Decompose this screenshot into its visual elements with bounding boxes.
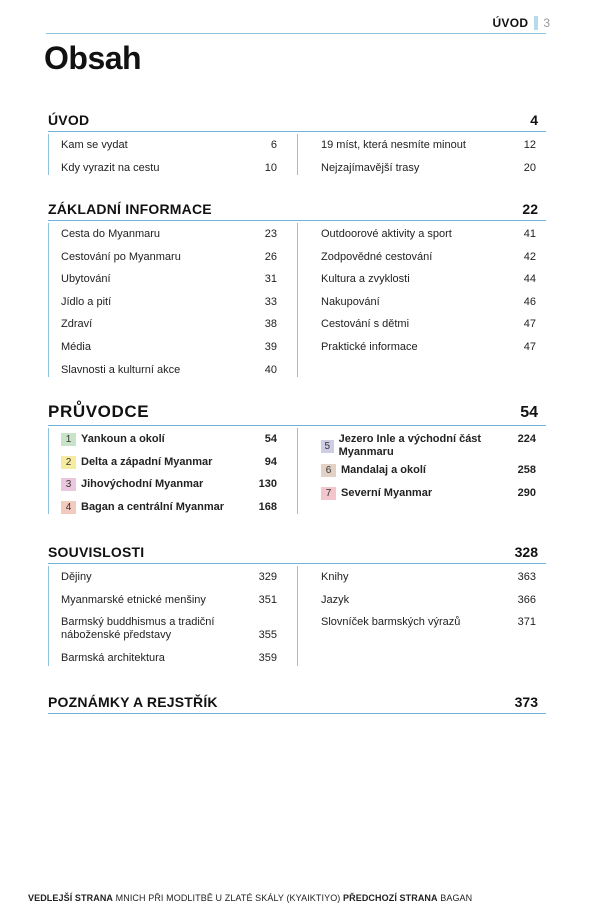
right-column — [297, 134, 546, 179]
toc-entry[interactable] — [61, 611, 277, 647]
toc-entry[interactable] — [61, 268, 277, 291]
section-zakladni-informace — [48, 201, 546, 381]
entry-page: 40 — [264, 363, 277, 376]
entry-page: 94 — [264, 455, 277, 468]
right-column — [297, 428, 546, 518]
toc-entry[interactable] — [61, 566, 277, 589]
toc-entry[interactable] — [61, 313, 277, 336]
entry-page: 39 — [264, 340, 277, 353]
entry-page: 47 — [523, 318, 536, 331]
section-page: 54 — [520, 404, 538, 421]
entry-title: Jazyk — [321, 593, 350, 606]
toc-entry[interactable] — [61, 647, 277, 670]
entry-title: Zdraví — [61, 318, 93, 331]
toc-entry[interactable] — [61, 223, 277, 246]
entry-page: 38 — [264, 318, 277, 331]
left-column — [48, 134, 297, 179]
entry-page: 6 — [270, 139, 277, 151]
entry-title: Barmský buddhismus a tradiční náboženské představy — [61, 616, 215, 642]
entry-page: 10 — [264, 161, 277, 174]
entry-page: 46 — [523, 295, 536, 308]
entry-title: Yankoun a okolí — [81, 433, 165, 445]
footer-label: VEDLEJŠÍ STRANA — [28, 893, 114, 903]
entry-title: Cestování s dětmi — [321, 318, 410, 331]
toc-entry[interactable] — [61, 134, 277, 157]
entry-title: Nejzajímavější trasy — [321, 161, 420, 174]
entry-page: 31 — [264, 273, 277, 286]
entry-title: Nakupování — [321, 295, 380, 308]
section-title[interactable]: PRŮVODCE — [48, 402, 150, 421]
region-number-badge: 6 — [321, 464, 336, 477]
entry-page: 23 — [264, 228, 277, 240]
entry-title: Zodpovědné cestování — [321, 250, 433, 263]
entry-title: Kdy vyrazit na cestu — [61, 161, 160, 174]
toc-entry[interactable] — [61, 291, 277, 314]
section-header — [48, 112, 546, 132]
region-number-badge: 5 — [321, 440, 334, 453]
toc-entry[interactable] — [61, 589, 277, 612]
entry-page: 371 — [517, 616, 536, 629]
entry-page: 351 — [258, 593, 277, 606]
right-column — [297, 566, 546, 670]
footer-label: PŘEDCHOZÍ STRANA — [343, 893, 438, 903]
section-pruvodce — [48, 402, 546, 518]
entry-title: Outdoorové aktivity a sport — [321, 228, 452, 240]
section-header — [48, 402, 546, 426]
toc-entry[interactable] — [61, 336, 277, 359]
running-head — [492, 14, 550, 32]
entry-title: Jídlo a pití — [61, 295, 112, 308]
entry-title: Média — [61, 340, 91, 353]
section-poznamky-a-rejstrik — [48, 694, 546, 714]
region-number-badge: 2 — [61, 456, 76, 469]
entry-title: Bagan a centrální Myanmar — [81, 500, 225, 513]
entry-page: 366 — [517, 593, 536, 606]
toc-entry[interactable] — [321, 482, 536, 505]
entry-page: 355 — [258, 629, 277, 642]
toc-entry[interactable] — [321, 157, 536, 180]
entry-page: 20 — [523, 161, 536, 174]
page-title: Obsah — [44, 40, 142, 76]
footer-text: BAGAN — [440, 893, 473, 903]
section-header — [48, 201, 546, 221]
top-rule — [46, 33, 546, 34]
running-head-bar — [534, 16, 538, 30]
entry-page: 44 — [523, 273, 536, 286]
entry-title: Severní Myanmar — [341, 486, 433, 499]
entry-title: Kam se vydat — [61, 139, 128, 151]
toc-entry[interactable] — [61, 428, 277, 451]
region-number-badge: 4 — [61, 501, 76, 514]
toc-entry[interactable] — [61, 473, 277, 496]
footer-text: MNICH PŘI MODLITBĚ U ZLATÉ SKÁLY (KYAIKTIYO) — [115, 893, 341, 903]
toc-entry[interactable] — [61, 451, 277, 474]
entry-page: 41 — [523, 228, 536, 240]
toc-entry[interactable] — [321, 313, 536, 336]
section-page: 4 — [530, 112, 538, 128]
entry-title: Dějiny — [61, 571, 92, 583]
toc-entry[interactable] — [61, 157, 277, 180]
entry-title: Barmská architektura — [61, 652, 165, 665]
entry-title: Myanmarské etnické menšiny — [61, 593, 206, 606]
toc-entry[interactable] — [321, 268, 536, 291]
entry-title: Praktické informace — [321, 340, 418, 353]
entry-page: 359 — [258, 652, 277, 665]
region-number-badge: 3 — [61, 478, 76, 491]
entry-page: 168 — [258, 500, 277, 513]
toc-entry[interactable] — [321, 459, 536, 482]
section-title[interactable]: POZNÁMKY A REJSTŘÍK — [48, 694, 218, 710]
toc-entry[interactable] — [321, 336, 536, 359]
section-title[interactable]: SOUVISLOSTI — [48, 544, 145, 560]
entry-title: Slavnosti a kulturní akce — [61, 363, 181, 376]
toc-entry[interactable] — [321, 566, 536, 589]
section-page: 328 — [514, 544, 538, 560]
toc-entry[interactable] — [321, 223, 536, 246]
entry-title: Cesta do Myanmaru — [61, 228, 161, 240]
toc-entry[interactable] — [321, 246, 536, 269]
entry-page: 224 — [517, 433, 536, 445]
entry-page: 258 — [517, 464, 536, 476]
entry-page: 47 — [523, 340, 536, 353]
entry-title: Kultura a zvyklosti — [321, 273, 410, 286]
toc-entry[interactable] — [321, 291, 536, 314]
right-column — [297, 223, 546, 381]
toc-entry[interactable] — [321, 589, 536, 612]
toc-entry[interactable] — [321, 428, 536, 459]
entry-title: Slovníček barmských výrazů — [321, 616, 461, 629]
entry-page: 329 — [258, 571, 277, 583]
section-page: 373 — [514, 694, 538, 710]
entry-page: 290 — [517, 486, 536, 499]
section-souvislosti — [48, 544, 546, 670]
entry-page: 12 — [523, 139, 536, 151]
section-page: 22 — [522, 201, 538, 217]
toc-entry[interactable] — [321, 611, 536, 634]
entry-title: Delta a západní Myanmar — [81, 455, 213, 468]
entry-title: Knihy — [321, 571, 349, 583]
running-head-label: ÚVOD — [492, 16, 529, 30]
left-column — [48, 223, 297, 381]
toc-entry[interactable] — [61, 496, 277, 519]
entry-title: Mandalaj a okolí — [341, 464, 426, 476]
entry-title: Ubytování — [61, 273, 111, 286]
entry-title: 19 míst, která nesmíte minout — [321, 139, 466, 151]
entry-page: 130 — [258, 478, 277, 491]
section-header — [48, 544, 546, 564]
left-column — [48, 428, 297, 518]
left-column — [48, 566, 297, 670]
entry-title: Jihovýchodní Myanmar — [81, 478, 204, 491]
section-header — [48, 694, 546, 714]
entry-page: 26 — [264, 250, 277, 263]
toc-entry[interactable] — [61, 359, 277, 382]
entry-title: Jezero Inle a východní část Myanmaru — [338, 433, 482, 458]
toc-entry[interactable] — [321, 134, 536, 157]
section-uvod — [48, 112, 546, 179]
toc-entry[interactable] — [61, 246, 277, 269]
photo-caption-footer — [28, 893, 472, 903]
section-title[interactable]: ZÁKLADNÍ INFORMACE — [48, 201, 212, 217]
entry-page: 363 — [517, 571, 536, 583]
region-number-badge: 7 — [321, 487, 336, 500]
page-number: 3 — [543, 16, 550, 30]
entry-page: 33 — [264, 295, 277, 308]
region-number-badge: 1 — [61, 433, 76, 446]
entry-page: 54 — [264, 433, 277, 445]
entry-title: Cestování po Myanmaru — [61, 250, 181, 263]
entry-page: 42 — [523, 250, 536, 263]
section-title[interactable]: ÚVOD — [48, 112, 90, 128]
